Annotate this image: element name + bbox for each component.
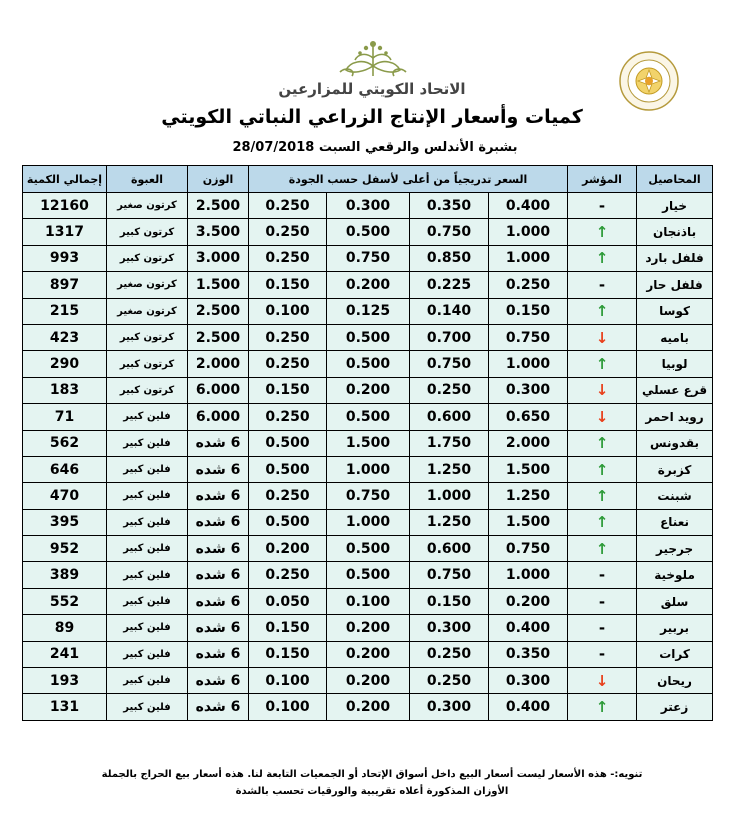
weight-cell: 6 شده [188, 456, 249, 482]
table-row [23, 694, 713, 720]
price-4-cell: 0.500 [249, 430, 327, 456]
trend-indicator-icon: ↑ [568, 351, 637, 377]
package-cell: كرتون كبير [107, 219, 188, 245]
weight-cell: 3.500 [188, 219, 249, 245]
trend-indicator-icon: ↑ [568, 298, 637, 324]
product-name-cell: فلفل حار [637, 272, 713, 298]
page-title: كميات وأسعار الإنتاج الزراعي النباتي الكويتي [161, 106, 583, 128]
table-header-row [23, 166, 713, 193]
price-1-cell: 0.650 [489, 404, 568, 430]
price-2-cell: 0.250 [410, 641, 489, 667]
price-2-cell: 0.750 [410, 219, 489, 245]
price-2-cell: 0.750 [410, 351, 489, 377]
price-3-cell: 1.500 [327, 430, 410, 456]
product-name-cell: بربير [637, 615, 713, 641]
price-3-cell: 1.000 [327, 509, 410, 535]
trend-indicator-icon: - [568, 588, 637, 614]
package-cell: فلين كبير [107, 404, 188, 430]
trend-indicator-icon: - [568, 641, 637, 667]
product-name-cell: باذنجان [637, 219, 713, 245]
price-3-cell: 0.500 [327, 324, 410, 350]
price-2-cell: 0.600 [410, 404, 489, 430]
trend-indicator-icon: ↑ [568, 430, 637, 456]
product-name-cell: خيار [637, 193, 713, 219]
price-4-cell: 0.250 [249, 245, 327, 271]
total-cell: 193 [23, 668, 107, 694]
total-cell: 646 [23, 456, 107, 482]
price-1-cell: 1.000 [489, 219, 568, 245]
price-2-cell: 1.750 [410, 430, 489, 456]
price-1-cell: 0.400 [489, 694, 568, 720]
price-2-cell: 0.140 [410, 298, 489, 324]
table-row [23, 298, 713, 324]
price-2-cell: 0.150 [410, 588, 489, 614]
weight-cell: 2.500 [188, 193, 249, 219]
price-1-cell: 0.300 [489, 668, 568, 694]
price-4-cell: 0.100 [249, 694, 327, 720]
price-1-cell: 1.500 [489, 456, 568, 482]
product-name-cell: بقدونس [637, 430, 713, 456]
trend-indicator-icon: ↓ [568, 377, 637, 403]
product-name-cell: كوسا [637, 298, 713, 324]
package-cell: كرتون صغير [107, 193, 188, 219]
price-1-cell: 0.400 [489, 193, 568, 219]
price-1-cell: 0.750 [489, 324, 568, 350]
table-row [23, 351, 713, 377]
price-1-cell: 0.300 [489, 377, 568, 403]
trend-indicator-icon: ↑ [568, 219, 637, 245]
price-1-cell: 1.250 [489, 483, 568, 509]
price-table [22, 165, 713, 721]
table-row [23, 193, 713, 219]
price-2-cell: 1.250 [410, 456, 489, 482]
product-name-cell: كزبرة [637, 456, 713, 482]
trend-indicator-icon: ↓ [568, 404, 637, 430]
package-cell: فلين كبير [107, 588, 188, 614]
trend-indicator-icon: - [568, 562, 637, 588]
price-3-cell: 0.500 [327, 219, 410, 245]
table-row [23, 430, 713, 456]
price-3-cell: 0.200 [327, 694, 410, 720]
footer-note: تنويه:- هذه الأسعار ليست أسعار البيع داخل أسواق الإتحاد أو الجمعيات التابعة لنا. هذه أسعار بيع الحراج بالجملة [101, 769, 643, 780]
weight-cell: 6 شده [188, 430, 249, 456]
price-2-cell: 0.300 [410, 694, 489, 720]
col-header-total: إجمالي الكمية [23, 166, 107, 193]
weight-cell: 6.000 [188, 404, 249, 430]
price-1-cell: 1.000 [489, 245, 568, 271]
table-row [23, 615, 713, 641]
table-row [23, 536, 713, 562]
trend-indicator-icon: ↑ [568, 483, 637, 509]
weight-cell: 6 شده [188, 562, 249, 588]
product-name-cell: ملوخية [637, 562, 713, 588]
price-3-cell: 0.200 [327, 668, 410, 694]
trend-indicator-icon: - [568, 272, 637, 298]
price-1-cell: 0.150 [489, 298, 568, 324]
product-name-cell: فلفل بارد [637, 245, 713, 271]
weight-cell: 6 شده [188, 694, 249, 720]
price-1-cell: 2.000 [489, 430, 568, 456]
price-1-cell: 1.000 [489, 562, 568, 588]
price-1-cell: 0.750 [489, 536, 568, 562]
total-cell: 89 [23, 615, 107, 641]
total-cell: 1317 [23, 219, 107, 245]
price-1-cell: 0.350 [489, 641, 568, 667]
col-header-product: المحاصيل [637, 166, 713, 193]
price-4-cell: 0.150 [249, 377, 327, 403]
package-cell: كرتون كبير [107, 377, 188, 403]
table-row [23, 272, 713, 298]
total-cell: 183 [23, 377, 107, 403]
price-3-cell: 0.500 [327, 404, 410, 430]
price-2-cell: 0.700 [410, 324, 489, 350]
col-header-price: السعر تدريجياً من أعلى لأسفل حسب الجودة [249, 166, 568, 193]
trend-indicator-icon: ↑ [568, 536, 637, 562]
price-3-cell: 0.200 [327, 272, 410, 298]
table-row [23, 588, 713, 614]
table-row [23, 404, 713, 430]
price-2-cell: 0.250 [410, 377, 489, 403]
table-row [23, 324, 713, 350]
package-cell: فلين كبير [107, 509, 188, 535]
package-cell: فلين كبير [107, 483, 188, 509]
col-header-indicator: المؤشر [568, 166, 637, 193]
package-cell: فلين كبير [107, 615, 188, 641]
package-cell: فلين كبير [107, 641, 188, 667]
price-4-cell: 0.100 [249, 298, 327, 324]
price-4-cell: 0.250 [249, 324, 327, 350]
package-cell: فلين كبير [107, 456, 188, 482]
price-4-cell: 0.250 [249, 351, 327, 377]
price-2-cell: 1.250 [410, 509, 489, 535]
price-3-cell: 0.500 [327, 562, 410, 588]
weight-cell: 1.500 [188, 272, 249, 298]
product-name-cell: لوبيا [637, 351, 713, 377]
price-1-cell: 1.000 [489, 351, 568, 377]
trend-indicator-icon: ↓ [568, 668, 637, 694]
weight-cell: 2.000 [188, 351, 249, 377]
trend-indicator-icon: - [568, 615, 637, 641]
table-row [23, 377, 713, 403]
subtitle-text: بشبرة الأندلس والرقعي السبت [318, 140, 518, 155]
table-row [23, 483, 713, 509]
price-3-cell: 0.300 [327, 193, 410, 219]
weight-cell: 6.000 [188, 377, 249, 403]
price-3-cell: 0.200 [327, 377, 410, 403]
price-3-cell: 0.125 [327, 298, 410, 324]
price-4-cell: 0.150 [249, 272, 327, 298]
price-4-cell: 0.250 [249, 219, 327, 245]
table-row [23, 456, 713, 482]
price-3-cell: 0.750 [327, 245, 410, 271]
total-cell: 71 [23, 404, 107, 430]
product-name-cell: ريحان [637, 668, 713, 694]
total-cell: 241 [23, 641, 107, 667]
price-2-cell: 0.750 [410, 562, 489, 588]
total-cell: 952 [23, 536, 107, 562]
price-4-cell: 0.250 [249, 404, 327, 430]
price-4-cell: 0.150 [249, 615, 327, 641]
weight-cell: 6 شده [188, 615, 249, 641]
total-cell: 131 [23, 694, 107, 720]
table-row [23, 509, 713, 535]
product-name-cell: كرات [637, 641, 713, 667]
total-cell: 12160 [23, 193, 107, 219]
price-3-cell: 0.750 [327, 483, 410, 509]
org-name: الاتحاد الكويتي للمزارعين [278, 80, 466, 98]
price-2-cell: 0.225 [410, 272, 489, 298]
col-header-weight: الوزن [188, 166, 249, 193]
table-row [23, 219, 713, 245]
price-1-cell: 1.500 [489, 509, 568, 535]
price-2-cell: 1.000 [410, 483, 489, 509]
package-cell: كرتون كبير [107, 351, 188, 377]
price-1-cell: 0.400 [489, 615, 568, 641]
price-4-cell: 0.250 [249, 562, 327, 588]
total-cell: 389 [23, 562, 107, 588]
table-row [23, 562, 713, 588]
price-2-cell: 0.300 [410, 615, 489, 641]
package-cell: فلين كبير [107, 694, 188, 720]
total-cell: 470 [23, 483, 107, 509]
package-cell: فلين كبير [107, 536, 188, 562]
price-4-cell: 0.150 [249, 641, 327, 667]
product-name-cell: رويد احمر [637, 404, 713, 430]
package-cell: كرتون كبير [107, 324, 188, 350]
weight-cell: 6 شده [188, 509, 249, 535]
price-4-cell: 0.100 [249, 668, 327, 694]
price-1-cell: 0.250 [489, 272, 568, 298]
weight-cell: 2.500 [188, 324, 249, 350]
price-4-cell: 0.500 [249, 509, 327, 535]
total-cell: 993 [23, 245, 107, 271]
weight-cell: 6 شده [188, 588, 249, 614]
weight-cell: 6 شده [188, 641, 249, 667]
price-4-cell: 0.250 [249, 193, 327, 219]
weight-cell: 3.000 [188, 245, 249, 271]
footer-note-weights: الأوزان المذكورة أعلاه تقريبية والورقيات تحسب بالشدة [235, 786, 509, 797]
product-name-cell: باميه [637, 324, 713, 350]
price-3-cell: 0.100 [327, 588, 410, 614]
package-cell: كرتون صغير [107, 298, 188, 324]
price-1-cell: 0.200 [489, 588, 568, 614]
total-cell: 897 [23, 272, 107, 298]
price-3-cell: 0.500 [327, 536, 410, 562]
table-row [23, 641, 713, 667]
price-2-cell: 0.350 [410, 193, 489, 219]
weight-cell: 6 شده [188, 483, 249, 509]
price-3-cell: 1.000 [327, 456, 410, 482]
total-cell: 423 [23, 324, 107, 350]
package-cell: فلين كبير [107, 668, 188, 694]
page-subtitle [0, 140, 744, 155]
total-cell: 395 [23, 509, 107, 535]
product-name-cell: قرع عسلي [637, 377, 713, 403]
product-name-cell: زعتر [637, 694, 713, 720]
total-cell: 552 [23, 588, 107, 614]
total-cell: 215 [23, 298, 107, 324]
col-header-package: العبوة [107, 166, 188, 193]
price-4-cell: 0.250 [249, 483, 327, 509]
product-name-cell: جرجير [637, 536, 713, 562]
price-4-cell: 0.050 [249, 588, 327, 614]
price-3-cell: 0.200 [327, 615, 410, 641]
price-2-cell: 0.600 [410, 536, 489, 562]
price-4-cell: 0.500 [249, 456, 327, 482]
product-name-cell: شبنت [637, 483, 713, 509]
package-cell: كرتون كبير [107, 245, 188, 271]
trend-indicator-icon: - [568, 193, 637, 219]
weight-cell: 6 شده [188, 536, 249, 562]
trend-indicator-icon: ↑ [568, 694, 637, 720]
trend-indicator-icon: ↑ [568, 509, 637, 535]
trend-indicator-icon: ↑ [568, 245, 637, 271]
price-3-cell: 0.200 [327, 641, 410, 667]
table-row [23, 245, 713, 271]
trend-indicator-icon: ↑ [568, 456, 637, 482]
price-2-cell: 0.250 [410, 668, 489, 694]
weight-cell: 6 شده [188, 668, 249, 694]
package-cell: فلين كبير [107, 430, 188, 456]
price-4-cell: 0.200 [249, 536, 327, 562]
product-name-cell: نعناع [637, 509, 713, 535]
package-cell: كرتون صغير [107, 272, 188, 298]
trend-indicator-icon: ↓ [568, 324, 637, 350]
ornament-flourish-icon [330, 36, 416, 80]
total-cell: 290 [23, 351, 107, 377]
table-row [23, 668, 713, 694]
price-3-cell: 0.500 [327, 351, 410, 377]
total-cell: 562 [23, 430, 107, 456]
price-2-cell: 0.850 [410, 245, 489, 271]
weight-cell: 2.500 [188, 298, 249, 324]
product-name-cell: سلق [637, 588, 713, 614]
subtitle-date: 28/07/2018 [232, 140, 315, 155]
package-cell: فلين كبير [107, 562, 188, 588]
